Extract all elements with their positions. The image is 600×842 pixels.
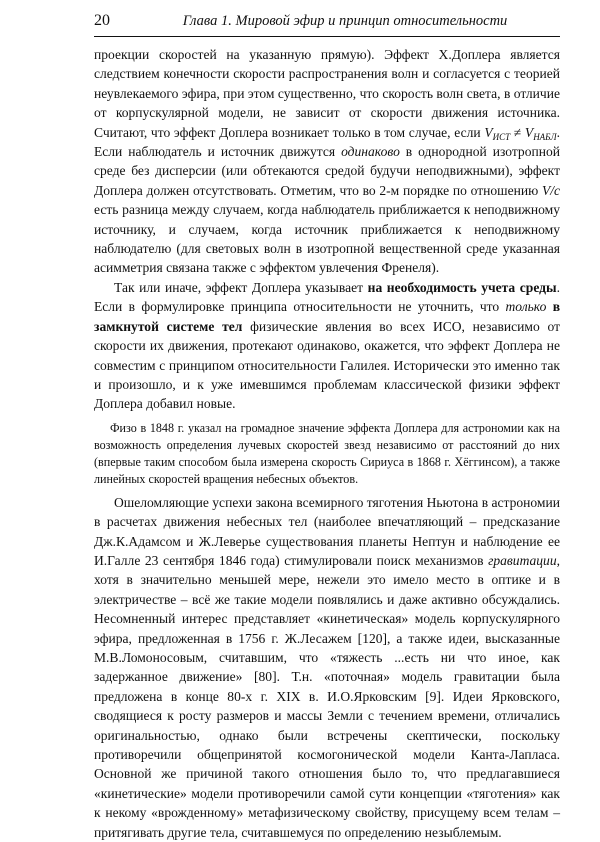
italic-text: V/c [541,182,560,198]
text-run: проекции скоростей на указанную прямую). Эффект Х.Доплера является следствием конечности скорости распространения волн и согласуется с теорией неувлекаемого эфира, при этом существенно, что скорость волн света, в отличие от корпускулярной модели, не зависит от скорости движения источника. Считают, что эффект Доплера возникает только в том случае, если [94,47,560,140]
text-run: есть разница между случаем, когда наблюдатель приближается к неподвижному источнику, и случаем, когда источник приближается к неподвижному наблюдателю (для световых волн в изотропной вещественной среде указанная асимметрия связана также с эффектом увлечения Френеля). [94,202,560,276]
italic-text: только [505,299,547,315]
inequality-formula [484,125,556,140]
page-header [94,12,560,37]
text-run: , хотя в значительно меньшей мере, нежели это имело место в оптике и в электричестве – всё же такие модели появлялись и даже активно обсуждались. Несомненный интерес представляет «кинетическая» модель корпускулярного эфира, предложенная в 1756 г. Ж.Лесажем [120], а также идеи, высказанные М.В.Ломоносовым, считавшим, что «тяжесть ...есть ни что иное, как задержанное движение» [80]. Т.н. «поточная» модель гравитации была предложена в конце 80-х г. XIX в. И.О.Ярковским [9]. Идеи Ярковского, сводящиеся к росту размеров и массы Земли с течением времени, отличались оригинальностью, однако были встречены скептически, поскольку противоречили общепринятой космогонической модели Канта-Лапласа. Основной же причиной такого отношения было то, что предлагавшиеся «кинетические» модели противоречили самой сути концепции «тяготения» как к некому «врожденному» метафизическому свойству, присущему всем телам – притягивать другие тела, считавшемуся по определению незыблемым. [94,552,560,840]
formula-symbol: V [524,124,534,140]
bold-text: на необходимость учета среды [367,279,557,295]
paragraph-medium-necessity [94,278,560,414]
formula-symbol: V [484,124,493,140]
italic-text: гравитации [488,552,557,568]
small-print-note: Физо в 1848 г. указал на громадное значение эффекта Доплера для астрономии как на возможность определения лучевых скоростей звезд независимо от расстояний до них (впервые таким способом была измерена скорость Сириуса в 1868 г. Хёггинсом), а также линейных скоростей вращения небесных объектов. [94,420,560,486]
formula-subscript: ИСТ [492,131,511,142]
formula-operator: ≠ [510,124,525,140]
paragraph-gravitation [94,493,560,842]
page-number: 20 [94,12,110,29]
running-title: Глава 1. Мировой эфир и принцип относительности [182,13,508,29]
bold-text: в замкнутой системе тел [94,299,561,334]
text-run: . Если наблюдатель и источник движутся [94,124,560,160]
formula-subscript: НАБЛ [533,131,557,142]
italic-text: одинаково [341,144,400,160]
text-run: в однородной изотропной среде без дисперсии (или обтекаются средой будучи неподвижными), эффект Доплера должен отсутствовать. Отметим, что во 2-м порядке по отношению [94,144,560,198]
text-run: . Если в формулировке принципа относительности не уточнить, что [94,279,560,315]
text-run: физические явления во всех ИСО, независимо от скорости их движения, протекают одинаково, окажется, что эффект Доплера не совместим с принципом относительности Галилея. Исторически это именно так и произошло, и к уже имевшимся проблемам классической физики эффект Доплера добавил новые. [94,318,560,412]
text-run: Ошеломляющие успехи закона всемирного тяготения Ньютона в астрономии в расчетах движения небесных тел (наиболее впечатляющий – предсказание Дж.К.Адамсом и Ж.Леверье существования планеты Нептун и наблюдение ее И.Галле 23 сентября 1846 года) стимулировали поиск механизмов [94,494,560,568]
body-text [94,45,560,842]
paragraph-doppler-effect [94,45,560,278]
text-run: Так или иначе, эффект Доплера указывает [114,279,368,295]
